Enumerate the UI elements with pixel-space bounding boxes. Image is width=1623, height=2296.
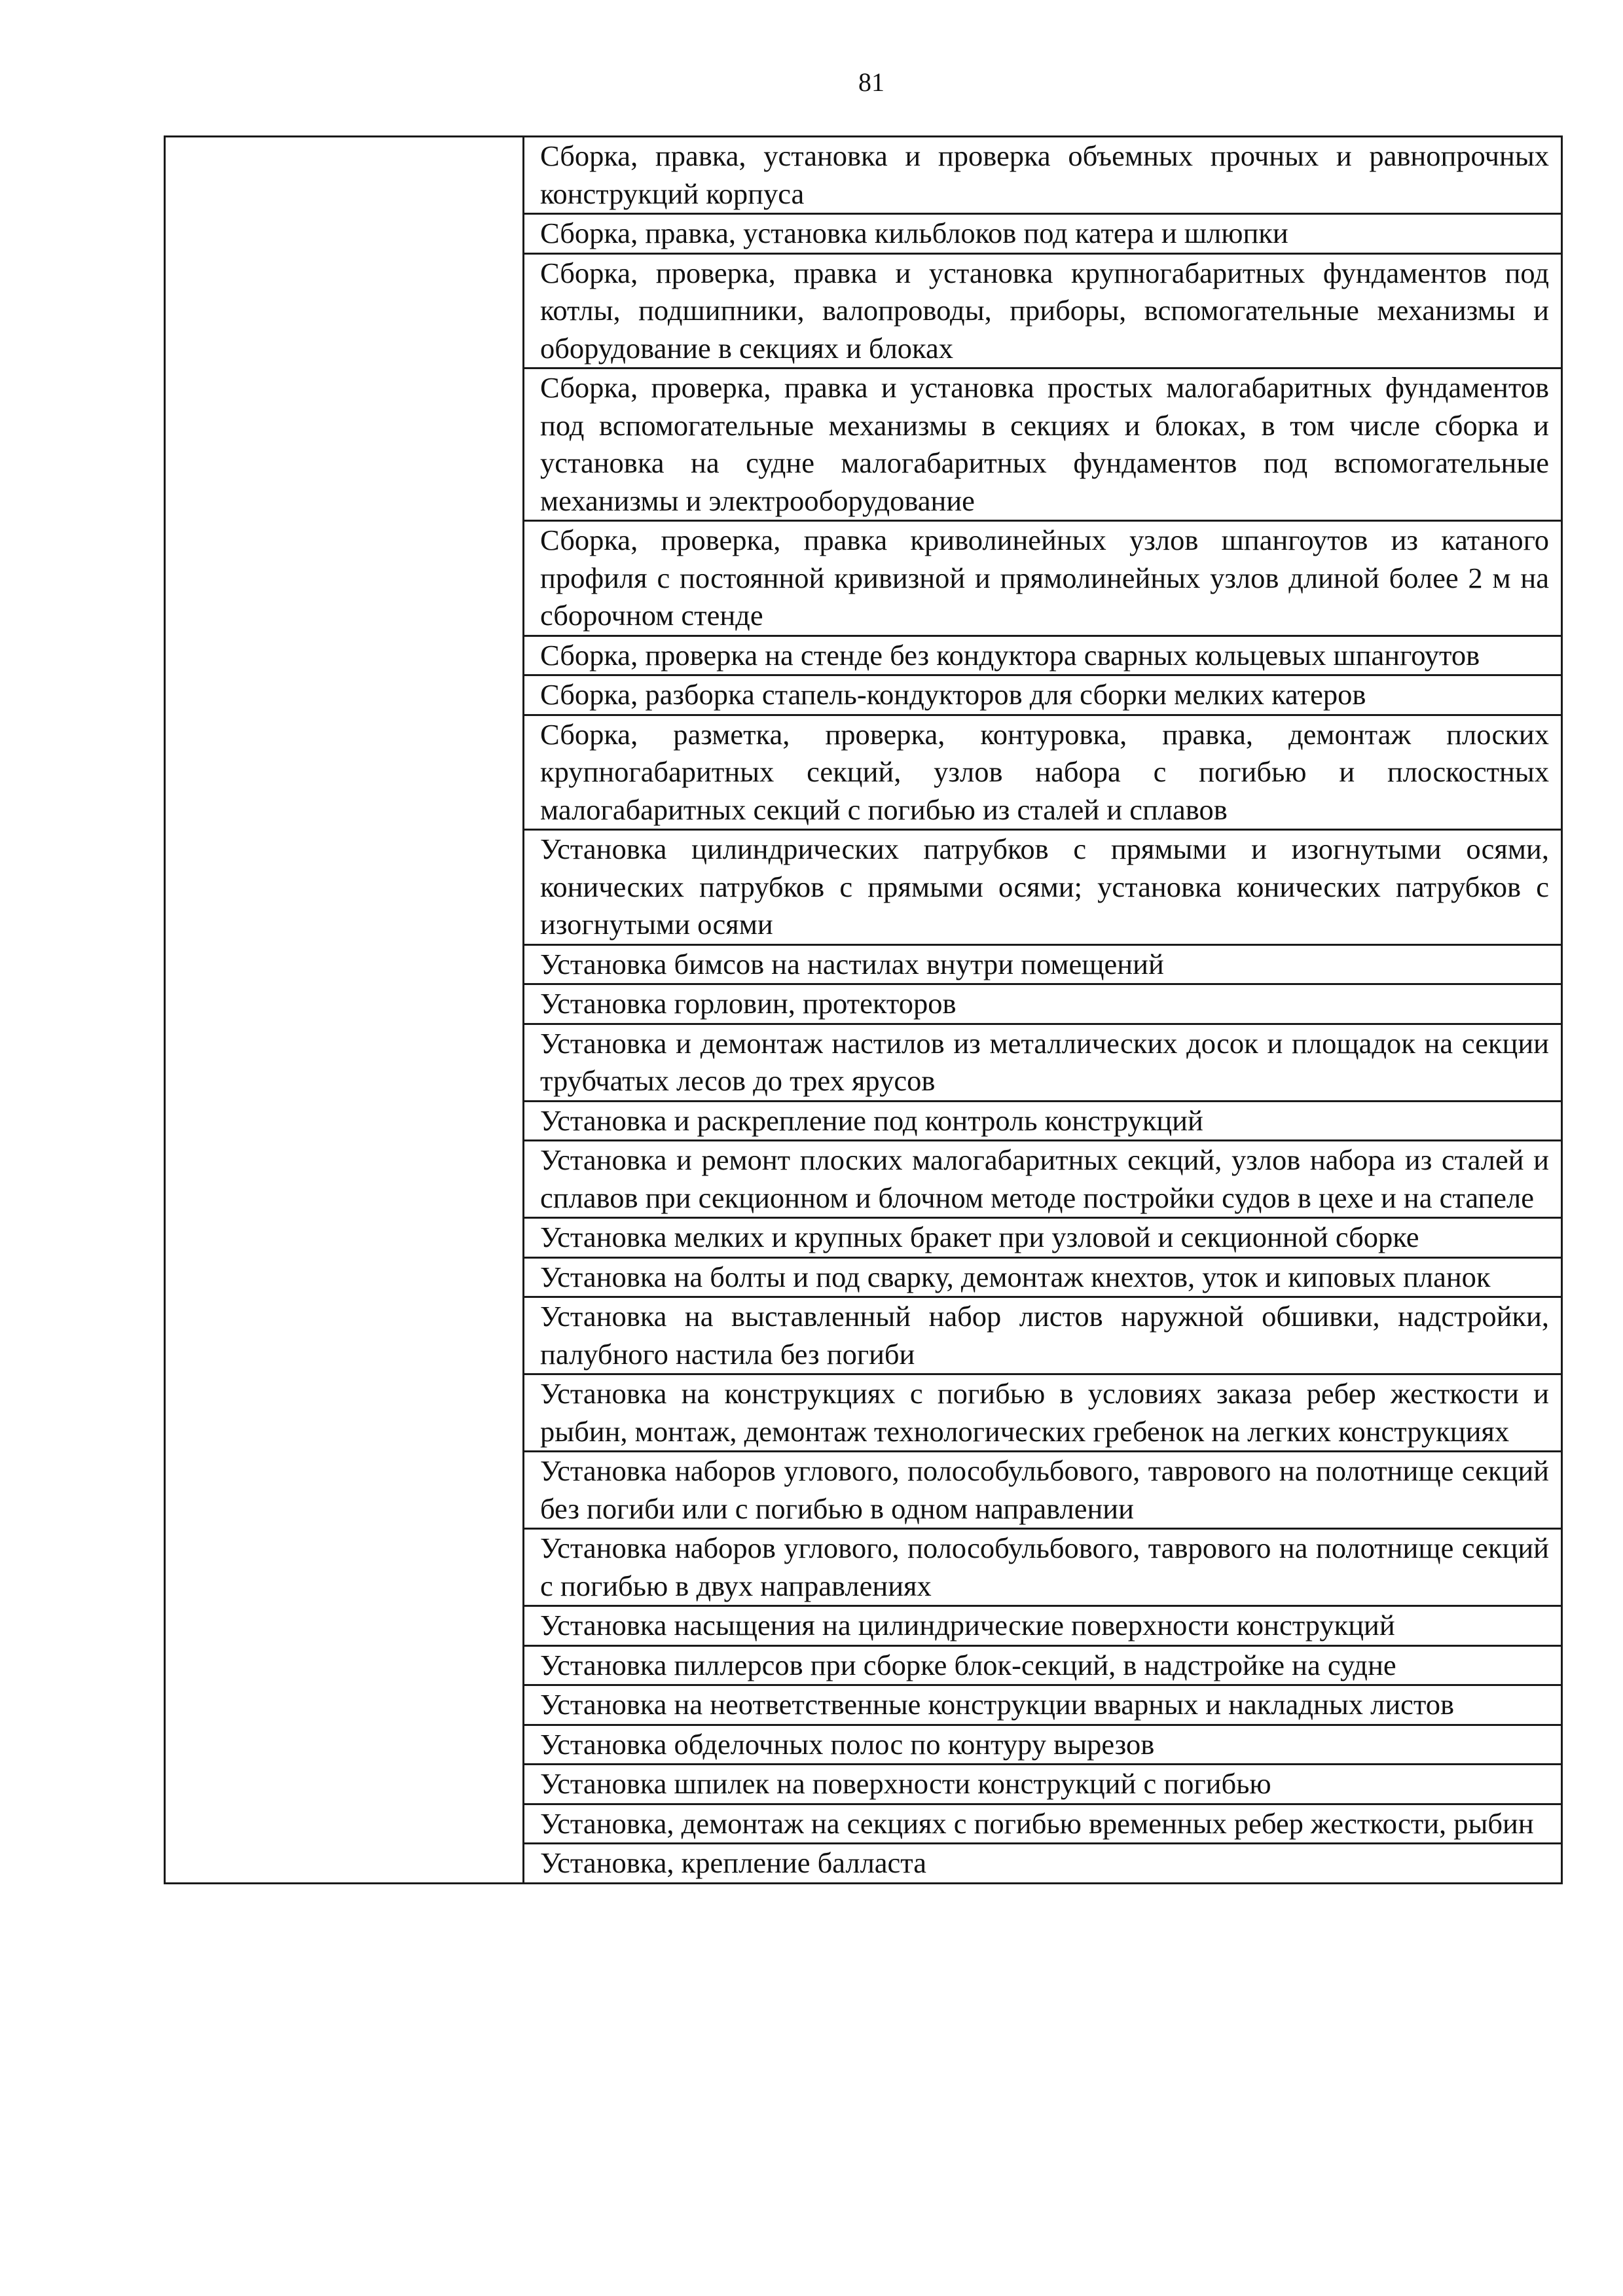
- work-item-cell: [524, 1101, 1562, 1141]
- work-item-text: Установка и ремонт плоских малогабаритных секций, узлов набора из сталей и сплавов при секционном и блочном методе постройки судов в цехе и на стапеле: [540, 1143, 1549, 1214]
- work-item-text: Сборка, проверка, правка и установка простых малогабаритных фундаментов под вспомогательные механизмы в секциях и блоках, в том числе сборка и установка на судне малогабаритных фундаментов под вспомогательные механизмы и электрооборудование: [540, 371, 1549, 517]
- work-item-text: Установка цилиндрических патрубков с прямыми и изогнутыми осями, конических патрубков с прямыми осями; установка конических патрубков с изогнутыми осями: [540, 833, 1549, 941]
- work-item-text: Установка на неответственные конструкции вварных и накладных листов: [540, 1688, 1455, 1721]
- work-item-cell: [524, 715, 1562, 830]
- work-item-cell: [524, 253, 1562, 368]
- work-item-text: Установка на конструкциях с погибью в условиях заказа ребер жесткости и рыбин, монтаж, демонтаж технологических гребенок на легких конструкциях: [540, 1377, 1549, 1448]
- work-item-cell: [524, 984, 1562, 1024]
- work-item-cell: [524, 636, 1562, 675]
- work-item-text: Установка насыщения на цилиндрические поверхности конструкций: [540, 1609, 1395, 1641]
- work-item-text: Установка шпилек на поверхности конструкций с погибью: [540, 1767, 1271, 1800]
- work-item-text: Установка горловин, протекторов: [540, 987, 957, 1020]
- work-item-cell: [524, 137, 1562, 214]
- work-item-cell: [524, 1529, 1562, 1606]
- work-item-cell: [524, 1141, 1562, 1218]
- work-item-cell: [524, 1725, 1562, 1765]
- work-item-text: Сборка, разборка стапель-кондукторов для сборки мелких катеров: [540, 678, 1366, 711]
- work-item-cell: [524, 830, 1562, 945]
- work-item-cell: [524, 1297, 1562, 1374]
- work-item-text: Установка и демонтаж настилов из металлических досок и площадок на секции трубчатых лесов до трех ярусов: [540, 1026, 1549, 1097]
- work-item-cell: [524, 1765, 1562, 1804]
- work-item-cell: [524, 1685, 1562, 1725]
- page-number: 81: [858, 67, 884, 97]
- work-item-text: Установка и раскрепление под контроль конструкций: [540, 1103, 1203, 1137]
- work-item-text: Установка пиллерсов при сборке блок-секций, в надстройке на судне: [540, 1648, 1396, 1681]
- work-item-cell: [524, 1374, 1562, 1452]
- work-item-text: Установка обделочных полос по контуру вырезов: [540, 1727, 1155, 1761]
- work-item-text: Сборка, проверка на стенде без кондуктора сварных кольцевых шпангоутов: [540, 638, 1480, 672]
- work-item-cell: [524, 1804, 1562, 1844]
- work-item-text: Сборка, проверка, правка криволинейных узлов шпангоутов из катаного профиля с постоянной кривизной и прямолинейных узлов длиной более 2 м на сборочном стенде: [540, 524, 1549, 632]
- work-item-text: Сборка, проверка, правка и установка крупногабаритных фундаментов под котлы, подшипники, валопроводы, приборы, вспомогательные механизмы и оборудование в секциях и блоках: [540, 256, 1549, 365]
- work-item-text: Установка, демонтаж на секциях с погибью временных ребер жесткости, рыбин: [540, 1806, 1534, 1840]
- work-item-text: Установка на выставленный набор листов наружной обшивки, надстройки, палубного настила без погиби: [540, 1300, 1549, 1371]
- work-item-cell: [524, 214, 1562, 254]
- work-item-text: Установка бимсов на настилах внутри помещений: [540, 947, 1164, 980]
- work-item-text: Установка наборов углового, полособульбового, таврового на полотнище секций с погибью в двух направлениях: [540, 1532, 1549, 1602]
- work-item-cell: [524, 944, 1562, 984]
- work-item-cell: [524, 1606, 1562, 1646]
- table-row: [165, 137, 1562, 214]
- table-body: [165, 137, 1562, 1884]
- work-item-text: Установка, крепление балласта: [540, 1846, 927, 1879]
- work-item-text: Установка мелких и крупных бракет при узловой и секционной сборке: [540, 1221, 1419, 1253]
- work-item-text: Установка на болты и под сварку, демонтаж кнехтов, уток и киповых планок: [540, 1260, 1491, 1293]
- work-item-cell: [524, 1024, 1562, 1101]
- work-item-cell: [524, 1257, 1562, 1297]
- work-item-cell: [524, 521, 1562, 636]
- work-item-cell: [524, 1452, 1562, 1529]
- work-item-cell: [524, 1218, 1562, 1258]
- work-items-table: [164, 135, 1563, 1884]
- work-item-text: Сборка, разметка, проверка, контуровка, правка, демонтаж плоских крупногабаритных секций, узлов набора с погибью и плоскостных малогабаритных секций с погибью из сталей и сплавов: [540, 717, 1549, 826]
- work-item-cell: [524, 1844, 1562, 1884]
- work-item-cell: [524, 368, 1562, 521]
- work-item-text: Сборка, правка, установка кильблоков под катера и шлюпки: [540, 217, 1288, 249]
- work-item-cell: [524, 675, 1562, 715]
- left-column-cell: [165, 137, 524, 1884]
- work-item-text: Установка наборов углового, полособульбового, таврового на полотнище секций без погиби или с погибью в одном направлении: [540, 1454, 1549, 1525]
- work-item-cell: [524, 1645, 1562, 1685]
- work-item-text: Сборка, правка, установка и проверка объемных прочных и равнопрочных конструкций корпуса: [540, 139, 1549, 210]
